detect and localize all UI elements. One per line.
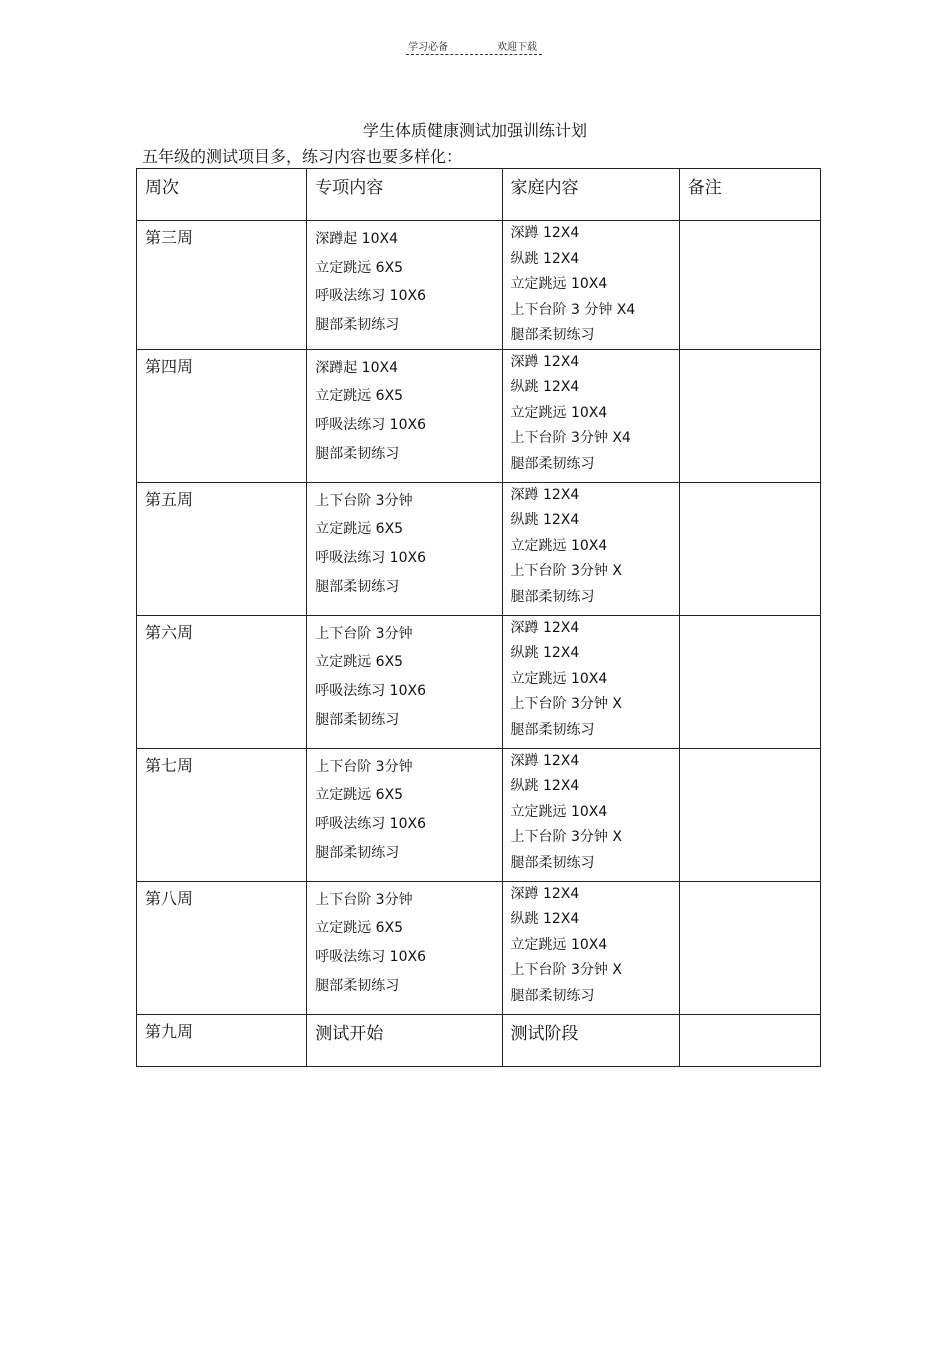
table-row (137, 221, 821, 350)
special-item: 腿部柔韧练习 (315, 578, 400, 595)
home-cell (502, 221, 679, 350)
home-cell: 测试阶段 (502, 1014, 679, 1066)
special-item: 立定跳远 6X5 (315, 920, 404, 937)
special-item: 腿部柔韧练习 (315, 445, 400, 462)
special-item: 深蹲起 10X4 (315, 359, 398, 376)
home-cell (502, 482, 679, 615)
home-item: 深蹲 12X4 (510, 619, 580, 636)
special-item: 腿部柔韧练习 (315, 977, 400, 994)
special-cell (307, 482, 502, 615)
note-cell (679, 881, 820, 1014)
special-cell (307, 221, 502, 350)
special-item: 呼吸法练习 10X6 (315, 416, 426, 433)
note-cell (679, 221, 820, 350)
table-row (137, 1014, 821, 1066)
special-item: 立定跳远 6X5 (315, 259, 404, 276)
special-item: 上下台阶 3分钟 (315, 492, 413, 509)
special-item: 立定跳远 6X5 (315, 654, 404, 671)
home-cell (502, 748, 679, 881)
home-item: 纵跳 12X4 (510, 379, 580, 395)
home-item: 纵跳 12X4 (510, 250, 580, 267)
special-item: 上下台阶 3分钟 (315, 758, 413, 775)
document-title: 学生体质健康测试加强训练计划 (362, 121, 587, 140)
home-item: 腿部柔韧练习 (510, 588, 595, 605)
special-item: 深蹲起 10X4 (315, 231, 398, 247)
week-cell: 第四周 (137, 349, 307, 482)
special-item: 上下台阶 3分钟 (315, 891, 413, 908)
home-item: 立定跳远 10X4 (510, 537, 608, 554)
home-item: 腿部柔韧练习 (510, 721, 595, 738)
home-item: 上下台阶 3分钟 X (510, 962, 622, 978)
note-cell (679, 748, 820, 881)
home-item: 立定跳远 10X4 (510, 404, 608, 421)
table-row (137, 881, 821, 1014)
home-item: 深蹲 12X4 (510, 486, 580, 503)
page-header-right: 欢迎下载 (497, 42, 537, 53)
document-subtitle: 五年级的测试项目多，练习内容也要多样化： (142, 147, 463, 166)
home-item: 上下台阶 3 分钟 X4 (510, 301, 636, 318)
special-item: 呼吸法练习 10X6 (315, 948, 426, 965)
special-cell: 测试开始 (307, 1014, 502, 1066)
home-cell (502, 615, 679, 748)
home-item: 立定跳远 10X4 (510, 936, 608, 953)
home-item: 立定跳远 10X4 (510, 803, 608, 820)
special-item: 腿部柔韧练习 (315, 711, 400, 728)
home-item: 腿部柔韧练习 (510, 987, 595, 1004)
home-cell (502, 881, 679, 1014)
note-cell (679, 1014, 820, 1066)
special-cell (307, 615, 502, 748)
special-cell (307, 349, 502, 482)
table-row (137, 748, 821, 881)
home-item: 立定跳远 10X4 (510, 670, 608, 687)
home-item: 上下台阶 3分钟 X4 (510, 430, 631, 446)
home-item: 深蹲 12X4 (510, 752, 580, 769)
home-item: 纵跳 12X4 (510, 512, 580, 528)
header-dashed-divider (406, 54, 542, 55)
header-home: 家庭内容 (502, 169, 679, 221)
week-cell: 第九周 (137, 1014, 307, 1066)
special-item: 呼吸法练习 10X6 (315, 288, 426, 305)
home-item: 立定跳远 10X4 (510, 276, 608, 292)
home-item: 纵跳 12X4 (510, 911, 580, 927)
home-item: 深蹲 12X4 (510, 885, 580, 902)
special-item: 呼吸法练习 10X6 (315, 549, 426, 566)
home-item: 上下台阶 3分钟 X (510, 696, 622, 712)
note-cell (679, 482, 820, 615)
week-cell: 第五周 (137, 482, 307, 615)
note-cell (679, 615, 820, 748)
table-row (137, 615, 821, 748)
special-item: 呼吸法练习 10X6 (315, 815, 426, 832)
week-cell: 第三周 (137, 221, 307, 350)
special-item: 立定跳远 6X5 (315, 787, 404, 804)
note-cell (679, 349, 820, 482)
home-item: 腿部柔韧练习 (510, 854, 595, 871)
table-row (137, 482, 821, 615)
special-item: 腿部柔韧练习 (315, 844, 400, 861)
home-item: 深蹲 12X4 (510, 353, 580, 370)
header-special: 专项内容 (307, 169, 502, 221)
home-item: 纵跳 12X4 (510, 645, 580, 661)
special-item: 腿部柔韧练习 (315, 317, 400, 334)
week-cell: 第六周 (137, 615, 307, 748)
special-item: 呼吸法练习 10X6 (315, 682, 426, 699)
home-item: 腿部柔韧练习 (510, 455, 595, 472)
header-week: 周次 (137, 169, 307, 221)
home-item: 纵跳 12X4 (510, 778, 580, 794)
special-item: 上下台阶 3分钟 (315, 625, 413, 642)
home-cell (502, 349, 679, 482)
table-header-row (137, 169, 821, 221)
home-item: 腿部柔韧练习 (510, 327, 595, 343)
special-cell (307, 881, 502, 1014)
table-row (137, 349, 821, 482)
special-item: 立定跳远 6X5 (315, 388, 404, 405)
page-header-left: 学习必备 (408, 42, 448, 53)
home-item: 深蹲 12X4 (510, 225, 580, 241)
week-cell: 第七周 (137, 748, 307, 881)
special-item: 立定跳远 6X5 (315, 521, 404, 538)
home-item: 上下台阶 3分钟 X (510, 829, 622, 845)
special-cell (307, 748, 502, 881)
home-item: 上下台阶 3分钟 X (510, 563, 622, 579)
header-note: 备注 (679, 169, 820, 221)
training-plan-table (136, 168, 821, 1067)
week-cell: 第八周 (137, 881, 307, 1014)
